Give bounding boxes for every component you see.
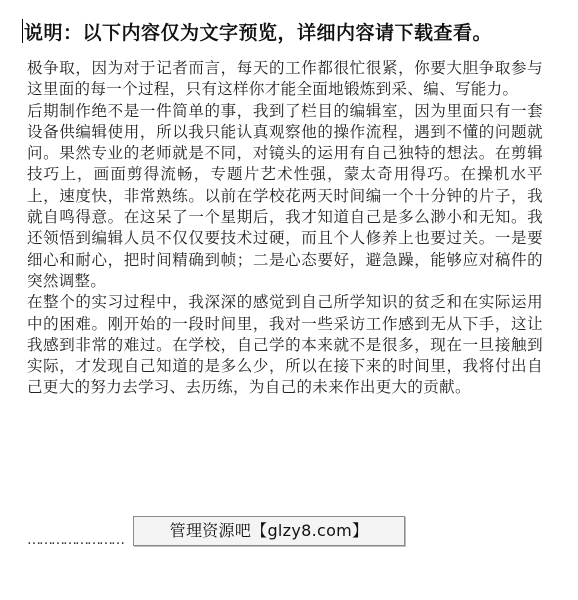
text-cursor	[22, 19, 23, 43]
watermark-banner: 管理资源吧【glzy8.com】	[133, 516, 405, 546]
preview-notice: 说明：以下内容仅为文字预览，详细内容请下载查看。	[24, 22, 493, 44]
paragraph-1: 极争取，因为对于记者而言，每天的工作都很忙很紧，你要大胆争取参与这里面的每一个过程，只有这样你才能全面地锻炼到采、编、写能力。	[27, 59, 543, 99]
paragraph-3: 在整个的实习过程中，我深深的感觉到自己所学知识的贫乏和在实际运用中的困难。刚开始的一段时间里，我对一些采访工作感到无从下手，这让我感到非常的难过。在学校，自己学的本来就不是很多，现在一旦接触到实际，才发现自己知道的是多么少，所以在接下来的时间里，我将付出自己更大的努力去学习、去历练，为自己的未来作出更大的贡献。	[27, 293, 543, 397]
truncation-ellipsis: ……………………	[27, 532, 123, 548]
document-body	[27, 58, 543, 399]
paragraph-2: 后期制作绝不是一件简单的事，我到了栏目的编辑室，因为里面只有一套设备供编辑使用，所以我只能认真观察他的操作流程，遇到不懂的问题就问。果然专业的老师就是不同，对镜头的运用有自己独特的想法。在剪辑技巧上，画面剪得流畅，专题片艺术性强，蒙太奇用得巧。在操机水平上，速度快，非常熟练。以前在学校花两天时间编一个十分钟的片子，我就自鸣得意。在这呆了一个星期后，我才知道自己是多么渺小和无知。我还领悟到编辑人员不仅仅要技术过硬，而且个人修养上也要过关。一是要细心和耐心，把时间精确到帧；二是心态要好，避急躁，能够应对稿件的突然调整。	[27, 101, 543, 290]
